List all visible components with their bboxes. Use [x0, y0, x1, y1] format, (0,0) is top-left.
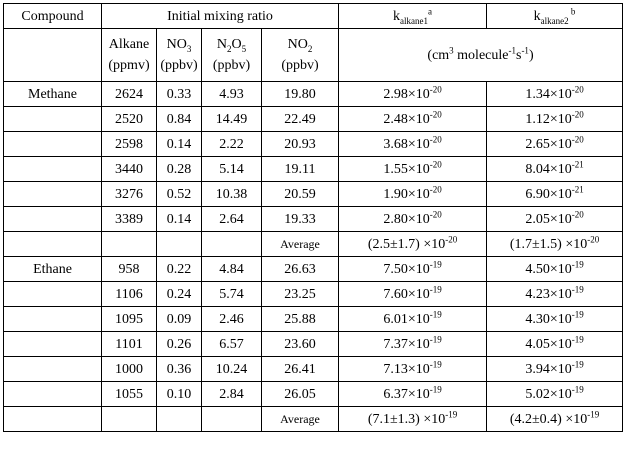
k-alkane1-header: $k_{alkane1}^a$	[339, 4, 487, 29]
k-alkane2-cell: $1.34\times 10^{-20}$	[487, 82, 623, 107]
k-alkane1-cell: $6.01\times 10^{-19}$	[339, 307, 487, 332]
no2-cell: 23.25	[262, 282, 339, 307]
k-alkane1-cell: $3.68\times 10^{-20}$	[339, 132, 487, 157]
no2-cell: 26.63	[262, 257, 339, 282]
k-alkane1-cell: $1.55\times 10^{-20}$	[339, 157, 487, 182]
n2o5-cell: 4.93	[202, 82, 262, 107]
blank-cell	[202, 407, 262, 432]
k-alkane2-cell: $3.94\times 10^{-19}$	[487, 357, 623, 382]
alkane-cell: 1055	[102, 382, 157, 407]
table-row	[4, 332, 623, 357]
k-alkane2-cell: $4.30\times 10^{-19}$	[487, 307, 623, 332]
table-row	[4, 207, 623, 232]
average-row	[4, 407, 623, 432]
no3-cell: 0.14	[157, 132, 202, 157]
k-alkane2-header: $k_{alkane2}$ $^b$	[487, 4, 623, 29]
alkane-cell: 958	[102, 257, 157, 282]
table-row	[4, 282, 623, 307]
alkane-cell: 1095	[102, 307, 157, 332]
compound-cell: Ethane	[4, 257, 102, 282]
n2o5-cell: 5.74	[202, 282, 262, 307]
compound-cell	[4, 282, 102, 307]
n2o5-cell: 14.49	[202, 107, 262, 132]
no3-cell: 0.10	[157, 382, 202, 407]
n2o5-cell: 10.24	[202, 357, 262, 382]
table-row	[4, 107, 623, 132]
k-alkane1-cell: $2.48\times 10^{-20}$	[339, 107, 487, 132]
alkane-column-header: Alkane (ppmv)	[102, 29, 157, 82]
no3-cell: 0.36	[157, 357, 202, 382]
no3-cell: 0.24	[157, 282, 202, 307]
k-alkane1-cell: $2.80\times 10^{-20}$	[339, 207, 487, 232]
table-row	[4, 307, 623, 332]
no3-cell: 0.14	[157, 207, 202, 232]
no2-cell: 22.49	[262, 107, 339, 132]
no3-cell: 0.33	[157, 82, 202, 107]
table-row	[4, 82, 623, 107]
table-row	[4, 182, 623, 207]
k-alkane2-cell: $4.50\times 10^{-19}$	[487, 257, 623, 282]
no3-cell: 0.09	[157, 307, 202, 332]
alkane-cell: 2520	[102, 107, 157, 132]
compound-cell: Methane	[4, 82, 102, 107]
k-alkane2-cell: $2.05\times 10^{-20}$	[487, 207, 623, 232]
no2-cell: 19.11	[262, 157, 339, 182]
n2o5-cell: 6.57	[202, 332, 262, 357]
alkane-cell: 1101	[102, 332, 157, 357]
compound-cell	[4, 132, 102, 157]
average-row	[4, 232, 623, 257]
alkane-cell: 2598	[102, 132, 157, 157]
k-alkane2-cell: $4.05\times 10^{-19}$	[487, 332, 623, 357]
n2o5-cell: 2.22	[202, 132, 262, 157]
no3-cell: 0.52	[157, 182, 202, 207]
k-alkane1-cell: $6.37\times 10^{-19}$	[339, 382, 487, 407]
k-alkane1-cell: $2.98\times 10^{-20}$	[339, 82, 487, 107]
subheader-blank-cell	[4, 29, 102, 82]
header-row	[4, 4, 623, 29]
compound-cell	[4, 382, 102, 407]
no2-cell: 20.93	[262, 132, 339, 157]
k-alkane2-cell: $6.90\times 10^{-21}$	[487, 182, 623, 207]
n2o5-cell: 2.64	[202, 207, 262, 232]
compound-cell	[4, 157, 102, 182]
alkane-cell: 3389	[102, 207, 157, 232]
initial-mixing-ratio-header: Initial mixing ratio	[102, 4, 339, 29]
blank-cell	[157, 407, 202, 432]
table-row	[4, 357, 623, 382]
k-alkane1-cell: $7.60\times 10^{-19}$	[339, 282, 487, 307]
compound-cell	[4, 182, 102, 207]
blank-cell	[4, 232, 102, 257]
n2o5-cell: 2.46	[202, 307, 262, 332]
compound-cell	[4, 332, 102, 357]
blank-cell	[102, 407, 157, 432]
no2-cell: 25.88	[262, 307, 339, 332]
compound-cell	[4, 357, 102, 382]
table-row	[4, 382, 623, 407]
average-k-alkane1: $(7.1\pm 1.3) \times 10^{-19}$	[339, 407, 487, 432]
subheader-row	[4, 29, 623, 82]
no2-cell: 26.05	[262, 382, 339, 407]
n2o5-column-header: $N_2O_5$ (ppbv)	[202, 29, 262, 82]
rate-constant-table	[3, 3, 623, 432]
n2o5-cell: 10.38	[202, 182, 262, 207]
compound-cell	[4, 107, 102, 132]
blank-cell	[157, 232, 202, 257]
no3-cell: 0.22	[157, 257, 202, 282]
table-row	[4, 257, 623, 282]
no3-cell: 0.84	[157, 107, 202, 132]
no2-cell: 19.33	[262, 207, 339, 232]
rate-constant-units: ($cm^3$ $molecule^{-1}s^{-1}$)	[339, 29, 623, 82]
blank-cell	[102, 232, 157, 257]
alkane-cell: 3440	[102, 157, 157, 182]
alkane-cell: 1000	[102, 357, 157, 382]
alkane-cell: 1106	[102, 282, 157, 307]
table-row	[4, 157, 623, 182]
table-row	[4, 132, 623, 157]
k-alkane1-cell: $7.50\times 10^{-19}$	[339, 257, 487, 282]
blank-cell	[202, 232, 262, 257]
average-k-alkane2: $(1.7\pm 1.5) \times 10^{-20}$	[487, 232, 623, 257]
no3-cell: 0.28	[157, 157, 202, 182]
no2-cell: 26.41	[262, 357, 339, 382]
k-alkane2-cell: $8.04\times 10^{-21}$	[487, 157, 623, 182]
no2-cell: 23.60	[262, 332, 339, 357]
k-alkane1-cell: $7.13\times 10^{-19}$	[339, 357, 487, 382]
no2-cell: 20.59	[262, 182, 339, 207]
alkane-cell: 2624	[102, 82, 157, 107]
no2-cell: 19.80	[262, 82, 339, 107]
alkane-cell: 3276	[102, 182, 157, 207]
k-alkane2-cell: $5.02\times 10^{-19}$	[487, 382, 623, 407]
no2-column-header: $NO_2$ (ppbv)	[262, 29, 339, 82]
average-k-alkane2: $(4.2\pm 0.4) \times 10^{-19}$	[487, 407, 623, 432]
compound-header: Compound	[4, 4, 102, 29]
k-alkane1-cell: $7.37\times 10^{-19}$	[339, 332, 487, 357]
no3-cell: 0.26	[157, 332, 202, 357]
n2o5-cell: 2.84	[202, 382, 262, 407]
n2o5-cell: 5.14	[202, 157, 262, 182]
compound-cell	[4, 307, 102, 332]
k-alkane2-cell: $2.65\times 10^{-20}$	[487, 132, 623, 157]
average-label: Average	[262, 407, 339, 432]
average-k-alkane1: $(2.5\pm 1.7) \times 10^{-20}$	[339, 232, 487, 257]
n2o5-cell: 4.84	[202, 257, 262, 282]
blank-cell	[4, 407, 102, 432]
compound-cell	[4, 207, 102, 232]
average-label: Average	[262, 232, 339, 257]
no3-column-header: $NO_3$ (ppbv)	[157, 29, 202, 82]
k-alkane2-cell: $1.12\times 10^{-20}$	[487, 107, 623, 132]
k-alkane2-cell: $4.23\times 10^{-19}$	[487, 282, 623, 307]
k-alkane1-cell: $1.90\times 10^{-20}$	[339, 182, 487, 207]
